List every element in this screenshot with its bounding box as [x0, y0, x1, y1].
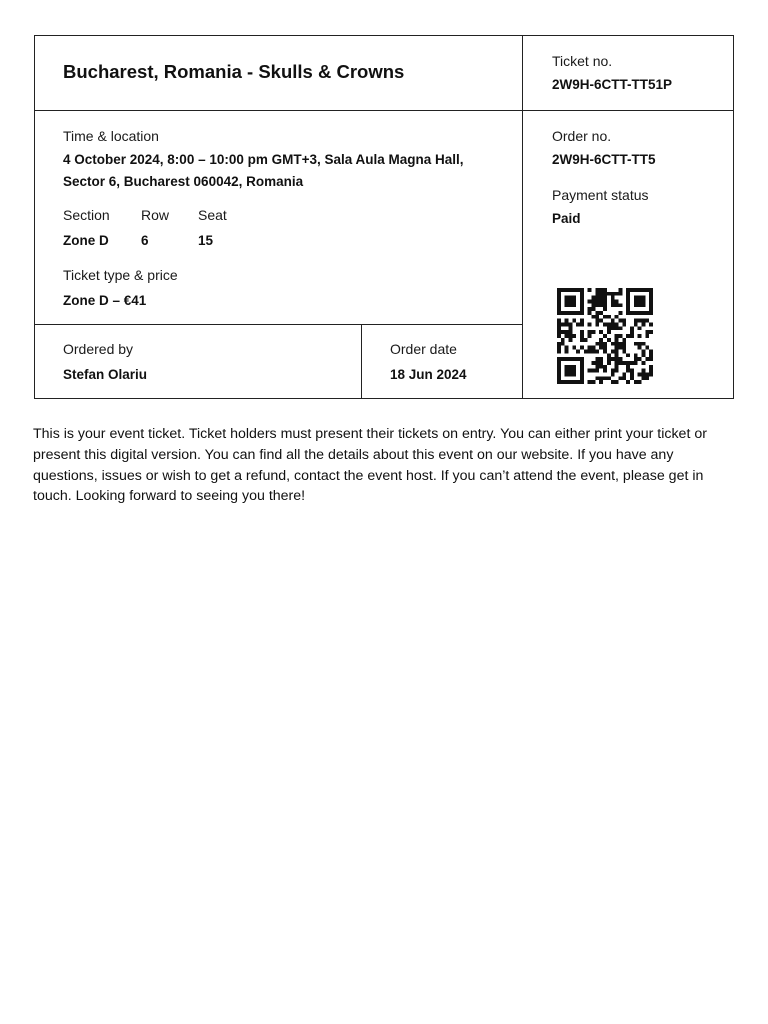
order-number-label: Order no.: [552, 128, 612, 144]
qr-code-icon: [555, 288, 655, 384]
time-location-label: Time & location: [63, 128, 159, 144]
divider-vertical-main: [522, 36, 523, 398]
seat-value: 15: [198, 233, 214, 248]
ordered-by-value: Stefan Olariu: [63, 367, 148, 382]
payment-status-block: [552, 186, 649, 230]
event-title: Bucharest, Romania - Skulls & Crowns: [63, 61, 405, 82]
order-date-block: [390, 340, 467, 386]
ordered-by-label: Ordered by: [63, 341, 134, 357]
ticket-type-label: Ticket type & price: [63, 267, 178, 283]
time-location-block: [63, 127, 493, 193]
payment-status-label: Payment status: [552, 187, 649, 203]
ticket-card: [34, 35, 734, 399]
order-date-label: Order date: [390, 341, 457, 357]
ticket-number-value: 2W9H-6CTT-TT51P: [552, 77, 673, 92]
row-label: Row: [141, 207, 170, 223]
row-value: 6: [141, 233, 149, 248]
ticket-type-value: Zone D – €41: [63, 293, 147, 308]
ticket-info-paragraph: This is your event ticket. Ticket holders must present their tickets on entry. You can either print your ticket or present this digital version. You can find all the details about this event on our website. If you have any questions, issues or wish to get a refund, contact the event host. If you can’t attend the event, please get in touch. Looking forward to seeing you there!: [33, 426, 707, 505]
order-number-block: [552, 127, 656, 171]
order-number-value: 2W9H-6CTT-TT5: [552, 152, 656, 167]
seat-label: Seat: [198, 207, 227, 223]
time-location-value: 4 October 2024, 8:00 – 10:00 pm GMT+3, Sala Aula Magna Hall, Sector 6, Bucharest 060042, Romania: [63, 152, 464, 189]
section-label: Section: [63, 207, 110, 223]
payment-status-value: Paid: [552, 211, 581, 226]
ticket-type-block: [63, 266, 178, 312]
section-value: Zone D: [63, 233, 109, 248]
divider-horizontal-top: [35, 110, 733, 111]
divider-vertical-bottom: [361, 324, 362, 398]
ticket-number-label: Ticket no.: [552, 53, 613, 69]
ordered-by-block: [63, 340, 147, 386]
seating-block: [63, 206, 258, 252]
ticket-number-block: [552, 52, 672, 96]
divider-horizontal-bottom: [35, 324, 522, 325]
order-date-value: 18 Jun 2024: [390, 367, 467, 382]
